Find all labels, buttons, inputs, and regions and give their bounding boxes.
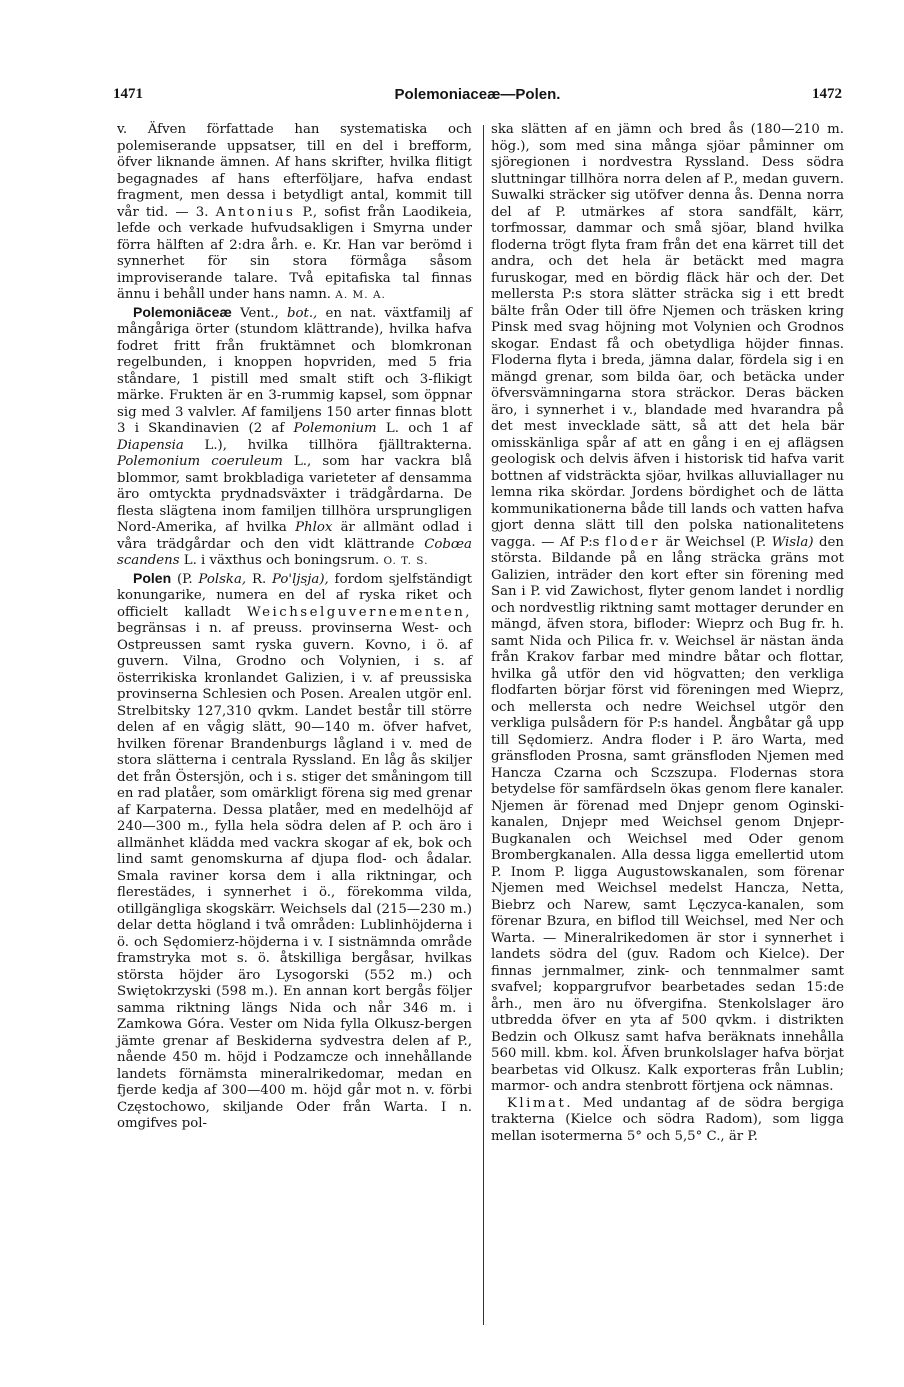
headword: Polen <box>133 569 172 586</box>
right-column <box>491 122 844 1145</box>
section-klimat: Klimat. Med undantag af de södra bergiga trakterna (Kielce och södra Radom), som ligga mellan isotermerna 5° och 5,5° C., är P. <box>491 1095 844 1144</box>
entry-polen: Polen (P. Polska, R. Po'ljsja), fordom sjelfständigt konungarike, numera en del af ryska riket och officielt kalladt Weichselguvernementen, begränsas i n. af preuss. provinserna West- och Ostpreussen samt ryska guvern. Kovno, i ö. af guvern. Vilna, Grodno och Volynien, i s. af österrikiska kronlandet Galizien, i v. af preussiska provinserna Schlesien och Posen. Arealen utgör enl. Strelbitsky 127,310 qvkm. Landet består till större delen af en vågig slätt, 90—140 m. öfver hafvet, hvilken förenar Brandenburgs lågland i v. med de stora slätterna i centrala Ryssland. En låg ås skiljer det från Östersjön, och i s. stiger det småningom till en rad platåer, som omärkligt förena sig med grenar af Karpaterna. Dessa platåer, med en medelhöjd af 240—300 m., fylla hela södra delen af P. och äro i allmänhet klädda med vackra skogar af ek, bok och lind samt genomskurna af djupa flod- och ådalar. Smala raviner korsa dem i alla riktningar, och flerestädes, i synnerhet i ö., förekomma vilda, otillgängliga skogskärr. Weichsels dal (215—230 m.) delar detta högland i två områden: Lublinhöjderna i ö. och Sędomierz-höjderna i v. I sistnämnda område framstryka mot s. ö. åtskilliga bergåsar, hvilkas största höjder äro Lysogorski (552 m.) och Swiętokrzyski (598 m.). En annan kort bergås följer samma riktning längs Nida och når 346 m. i Zamkowa Góra. Vester om Nida fylla Olkusz-bergen jämte grenar af Beskiderna sydvestra delen af P., nående 450 m. höjd i Podzamcze och innehållande landets förnämsta mineralrikedomar, medan en fjerde kedja af 300—400 m. höjd går mot n. v. förbi Częstochowo, skiljande Oder från Warta. I n. omgifves pol- <box>117 569 473 1131</box>
left-page-number: 1471 <box>113 86 143 102</box>
author-signature: O. T. S. <box>383 555 429 567</box>
column-divider <box>483 125 484 1325</box>
page-header <box>113 86 842 114</box>
author-signature: A. M. A. <box>335 289 386 301</box>
section-heading: Klimat. <box>507 1095 574 1111</box>
entry-polemon-continuation: v. Äfven författade han systematiska och polemiserande uppsatser, till en del i brefform, öfver liknande ämnen. Af hans skrifter, hvilka flitigt begagnades af hans efterföljare, hafva endast fragment, men dessa i betydligt antal, kommit till vår tid. — 3. Antonius P., sofist från Laodikeia, lefde och verkade hufvudsakligen i Smyrna under förra hälften af 2:dra årh. e. Kr. Han var berömd i synnerhet för sin stora förmåga såsom improviserande talare. Två epitafiska tal finnas ännu i behåll under hans namn. A. M. A. <box>117 122 472 302</box>
entry-polemoniaceae: Polemoniāceæ Vent., bot., en nat. växtfamilj af mångåriga örter (stundom klättrande), hvilka hafva fodret fritt från fruktämnet och blomkronan regelbunden, i knoppen hopvriden, med 5 fria ståndare, 1 pistill med smalt stift och 3-flikigt märke. Frukten är en 3-rummig kapsel, som öppnar sig med 3 valvler. Af familjens 150 arter finnas blott 3 i Skandinavien (2 af Polemonium L. och 1 af Diapensia L.), hvilka tillhöra fjälltrakterna. Polemonium coeruleum L., som har vackra blå blommor, samt brokbladiga varieteter af densamma äro omtyckta prydnadsväxter i trädgårdarna. De flesta slägtena inom familjen tillhöra ursprungligen Nord-Amerika, af hvilka Phlox är allmänt odlad i våra trädgårdar och den vidt klättrande Cobœa scandens L. i växthus och boningsrum. O. T. S. <box>117 303 473 568</box>
running-title: Polemoniaceæ—Polen. <box>394 86 561 103</box>
headword: Polemoniāceæ <box>133 303 232 320</box>
right-page-number: 1472 <box>812 86 842 102</box>
entry-polen-continuation: ska slätten af en jämn och bred ås (180—210 m. hög.), som med sina många sjöar påminner om sjöregionen i nordvestra Ryssland. Dess södra sluttningar tillhöra norra delen af P., medan guvern. Suwalki sträcker sig utöfver denna ås. Denna norra del af P. utmärkes af stora sandfält, kärr, torfmossar, dammar och små sjöar, bland hvilka floderna trögt flyta fram från det ena kärret till det andra, och det hela är betäckt med magra furuskogar, med en bördig fläck här och der. Det mellersta P:s stora slätter sträcka sig i ett bredt bälte från Oder till öfre Njemen och träsken kring Pinsk med svag höjning mot Volynien och Grodnos skogar. Endast få och obetydliga höjder finnas. Floderna flyta i breda, jämna dalar, fördela sig i en mängd grenar, som bilda öar, och betäcka under öfversvämningarna stora sträckor. Deras bäcken äro, i synnerhet i v., blandade med hvarandra på det mest invecklade sätt, så att det hela bär omisskänliga spår af att en gång i en ej aflägsen geologisk och delvis äfven i historisk tid hafva varit bottnen af vidsträckta sjöar, hvilkas alluviallager nu lemna rika skördar. Jordens bördighet och de lätta kommunikationerna både till lands och vatten hafva gjort denna slätt till den polska nationalitetens vagga. — Af P:s floder är Weichsel (P. Wisla) den största. Bildande på en lång sträcka gräns mot Galizien, inträder den kort efter sin förening med San i P. vid Zawichost, flyter genom landet i nordlig och nordvestlig riktning samt mottager derunder en mängd, äfven stora, bifloder: Wieprz och Bug fr. h. samt Nida och Pilica fr. v. Weichsel är nästan ända från Krakov farbar med mindre båtar och flottar, hvilka gå utför den vid högvatten; den verkliga flodfarten börjar först vid föreningen med Wieprz, och mellersta och nedre Weichsel utgör den verkliga pulsådern för P:s handel. Ångbåtar gå upp till Sędomierz. Andra floder i P. äro Warta, med gränsfloden Prosna, samt gränsfloden Njemen med Hancza Czarna och Sczszupa. Flodernas stora betydelse för samfärdseln ökas genom flere kanaler. Njemen är förenad med Dnjepr genom Oginski-kanalen, Dnjepr med Weichsel genom Dnjepr-Bugkanalen och Weichsel med Oder genom Brombergkanalen. Alla dessa ligga emellertid utom P. Inom P. ligga Augustowskanalen, som förenar Njemen med Weichsel medelst Hancza, Netta, Biebrz och Narew, samt Lęczyca-kanalen, som förenar Bzura, en biflod till Weichsel, med Ner och Warta. — Mineralrikedomen är stor i synnerhet i landets södra del (guv. Radom och Kielce). Der finnas jernmalmer, zink- och tennmalmer samt svafvel; koppargrufvor bearbetades sedan 15:de årh., men äro nu öfvergifna. Stenkolslager äro utbredda öfver en yta af 500 qvkm. i distrikten Bedzin och Olkusz samt hafva beräknats innehålla 560 mill. kbm. kol. Äfven brunkolslager hafva börjat bearbetas vid Olkusz. Kalk exporteras från Lublin; marmor- och andra stenbrott förtjena ock nämnas. <box>491 122 844 1094</box>
left-column <box>117 122 472 1133</box>
